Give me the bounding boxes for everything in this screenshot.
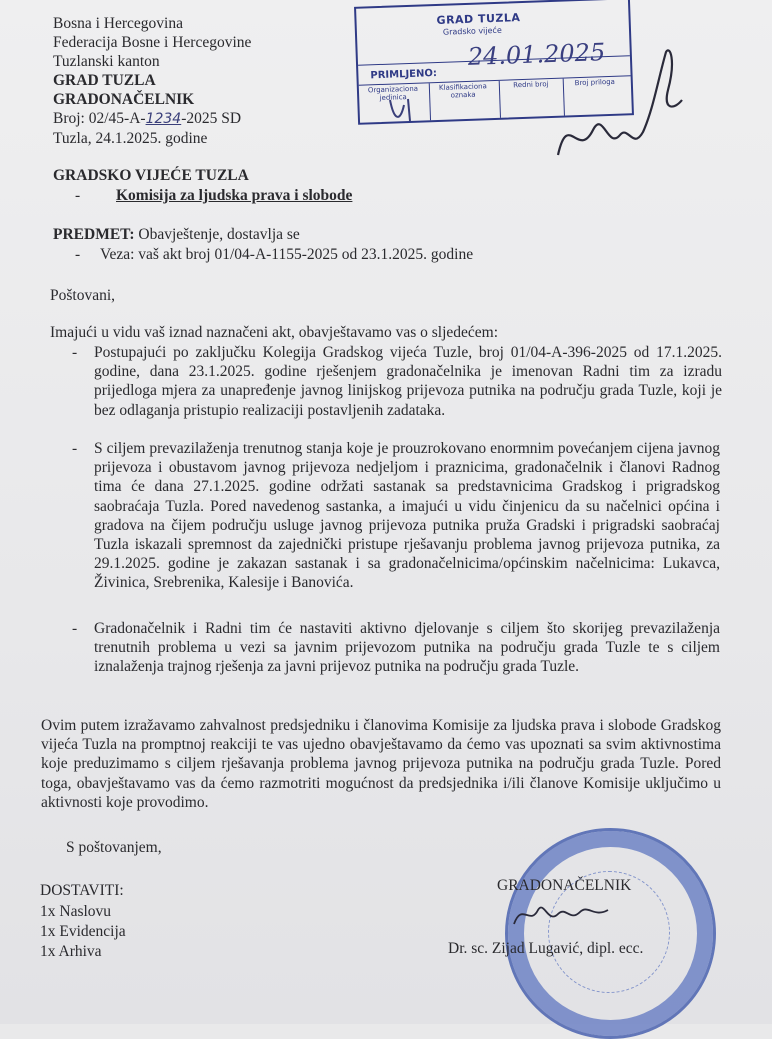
bullet-dash: - bbox=[72, 620, 78, 637]
bullet-dash: - bbox=[72, 344, 78, 361]
stamp-col-unit: Organizaciona jedinica bbox=[367, 84, 419, 103]
bullet-item-2: S ciljem prevazilaženja trenutnog stanja koje je prouzrokovano enormnim povećanjem cijena javnog prijevoza i obustavom javnog prijevoza nedjeljom i praznicima, gradonačelnik i članovi Radnog tima će dana 27.1.2025. godine održati sastanak sa predstavnicima Gradskog i prigradskog saobraćaja Tuzla. Pored navedenog sastanka, a imajući u vidu činjenicu da su načelnici općina i gradova na čijem području usluge javnog prijevoza putnika pruža Gradski i prigradski saobraćaj Tuzla iskazali spremnost da zajednički pristupe rješavanju problema javnog prijevoza putnika, za 29.1.2025. godine je zakazan sastanak i sa gradonačelnicima/općinskim načelnicima: Lukavca, Živinica, Srebrenika, Kalesije i Banovića. bbox=[94, 440, 720, 592]
letterhead bbox=[53, 14, 251, 148]
header-country: Bosna i Hercegovina bbox=[53, 15, 183, 32]
header-office: GRADONAČELNIK bbox=[53, 91, 195, 108]
stamp-col-number: Redni broj bbox=[513, 80, 549, 90]
salutation: Poštovani, bbox=[50, 287, 116, 304]
recipient-line2: Komisija za ljudska prava i slobode bbox=[116, 187, 353, 204]
stamp-subtitle: Gradsko vijeće bbox=[442, 25, 502, 37]
signature-name: Dr. sc. Zijad Lugavić, dipl. ecc. bbox=[448, 940, 644, 957]
stamp-col-attachments: Broj priloga bbox=[574, 77, 616, 88]
bullet-item-3: Gradonačelnik i Radni tim će nastaviti aktivno djelovanje s ciljem što skorijeg prevazilaženja trenutnih problema u vezi sa javnim prijevozom putnika na području grada Tuzle te s ciljem iznalaženja trajnog rješenja za javni prijevoz putnika na području grada Tuzle. bbox=[94, 620, 720, 676]
header-canton: Tuzlanski kanton bbox=[53, 53, 160, 70]
header-reference bbox=[53, 109, 251, 129]
signature-icon bbox=[508, 896, 618, 936]
subject-label: PREDMET: bbox=[53, 226, 135, 243]
subject-dash: - bbox=[75, 246, 81, 263]
header-place-date: Tuzla, 24.1.2025. godine bbox=[53, 130, 208, 147]
subject-reference: Veza: vaš akt broj 01/04-A-1155-2025 od 23.1.2025. godine bbox=[100, 246, 474, 263]
stamp-title: GRAD TUZLA bbox=[436, 11, 521, 27]
stamp-label: PRIMLJENO: bbox=[370, 68, 438, 82]
bullet-item-1: Postupajući po zaključku Kolegija Gradskog vijeća Tuzle, broj 01/04-A-396-2025 od 17.1.2025. godine, dana 23.1.2025. godine rješenjem gradonačelnika je imenovan Radni tim za izradu prijedloga mjera za unapređenje javnog linijskog prijevoza putnika na području grada Tuzle, koji je bez odlaganja pristupio realizaciji postavljenih zadataka. bbox=[94, 344, 722, 419]
ref-prefix: Broj: 02/45-A- bbox=[53, 110, 146, 127]
header-federation: Federacija Bosne i Hercegovine bbox=[53, 34, 252, 51]
subject-line bbox=[53, 225, 300, 244]
recipient-dash: - bbox=[75, 187, 81, 204]
distribution-item: 1x Arhiva bbox=[40, 943, 102, 960]
regards: S poštovanjem, bbox=[66, 839, 162, 856]
stamp-col-class: Klasifikaciona oznaka bbox=[438, 82, 487, 100]
distribution-title: DOSTAVITI: bbox=[40, 882, 124, 899]
signature-role: GRADONAČELNIK bbox=[497, 877, 632, 894]
stamp-col-divider bbox=[429, 83, 431, 120]
bullet-dash: - bbox=[72, 440, 78, 457]
subject-text: Obavještenje, dostavlja se bbox=[138, 226, 300, 243]
distribution-item: 1x Naslovu bbox=[40, 903, 112, 920]
header-city: GRAD TUZLA bbox=[53, 72, 156, 89]
ref-suffix: -2025 SD bbox=[181, 110, 242, 127]
stamp-date: 24.01.2025 bbox=[467, 38, 606, 71]
stamp-handwritten-mark bbox=[380, 95, 420, 125]
received-signature-icon bbox=[548, 40, 688, 170]
intro-paragraph: Imajući u vidu vaš iznad naznačeni akt, obavještavamo vas o sljedećem: bbox=[50, 324, 499, 341]
closing-paragraph: Ovim putem izražavamo zahvalnost predsjedniku i članovima Komisije za ljudska prava i slobode Gradskog vijeća Tuzla na promptnoj reakciji te vas ujedno obavještavamo da ćemo vas upoznati sa svim aktivnostima koje preduzimamo s ciljem rješavanja problema javnog prijevoza putnika na području grada Tuzle. Pored toga, obavještavamo vas da ćemo razmotriti mogućnost da predsjednika i/ili članove Komisije uključimo u aktivnosti koje provodimo. bbox=[41, 717, 721, 811]
ref-handwritten-number: 1234 bbox=[145, 111, 182, 127]
recipient-line1: GRADSKO VIJEĆE TUZLA bbox=[53, 167, 249, 184]
distribution-item: 1x Evidencija bbox=[40, 923, 126, 940]
